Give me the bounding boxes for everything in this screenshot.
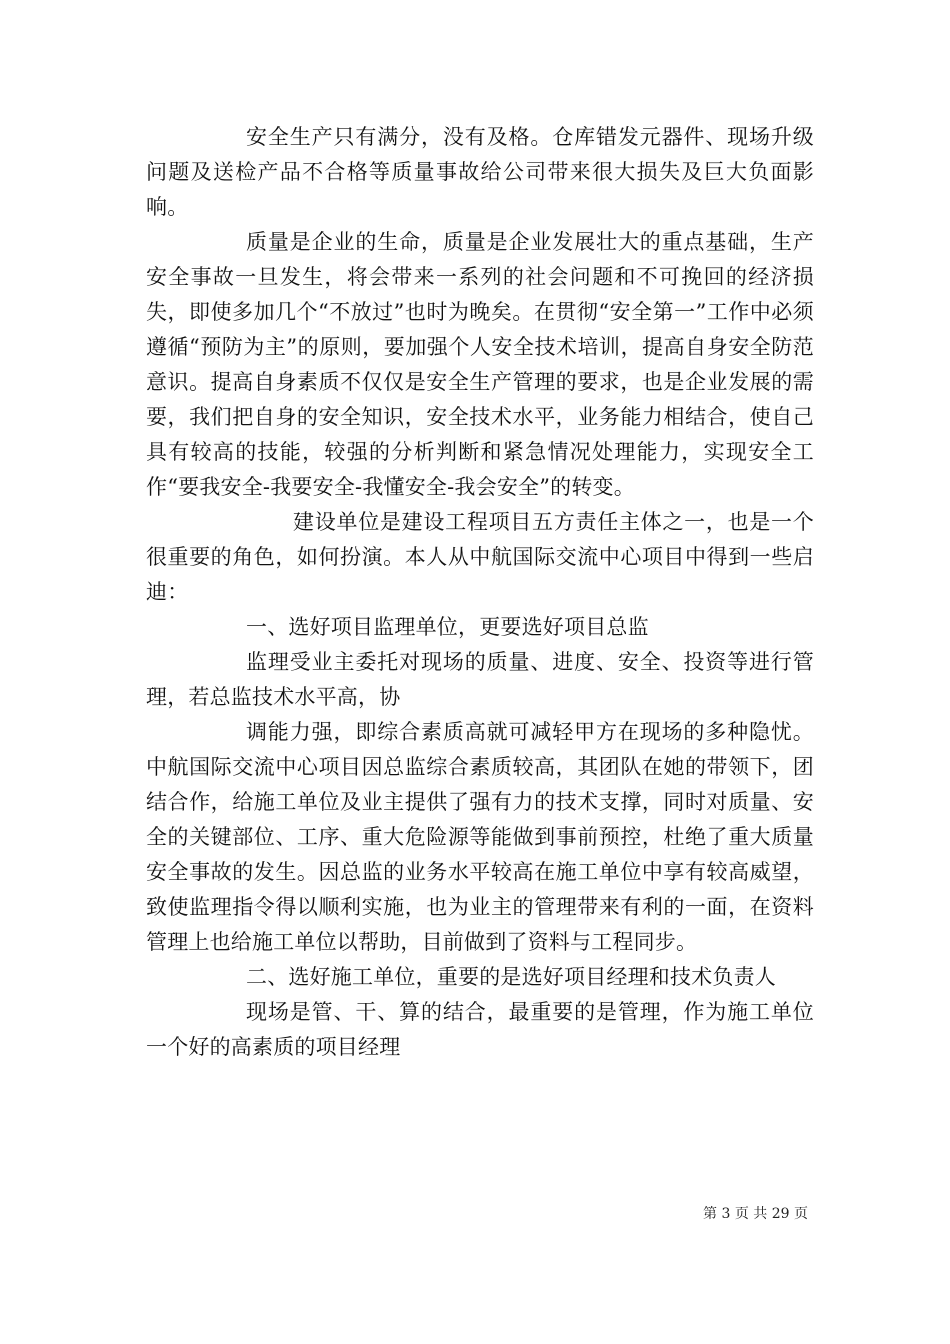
paragraph-quality-life: 质量是企业的生命，质量是企业发展壮大的重点基础，生产安全事故一旦发生，将会带来一系列的社会问题和不可挽回的经济损失，即使多加几个“不放过”也时为晚矣。在贯彻“安全第一”工作中必须遵循“预防为主”的原则，要加强个人安全技术培训，提高自身安全防范意识。提高自身素质不仅仅是安全生产管理的要求，也是企业发展的需要，我们把自身的安全知识，安全技术水平，业务能力相结合，使自己具有较高的技能，较强的分析判断和紧急情况处理能力，实现安全工作“要我安全-我要安全-我懂安全-我会安全”的转变。 xyxy=(146,230,814,499)
paragraph-construction-unit: 建设单位是建设工程项目五方责任主体之一，也是一个很重要的角色，如何扮演。本人从中航国际交流中心项目中得到一些启迪： xyxy=(146,510,814,604)
page-number: 第 3 页 共 29 页 xyxy=(703,1206,808,1222)
paragraph-site-management: 现场是管、干、算的结合，最重要的是管理，作为施工单位一个好的高素质的项目经理 xyxy=(146,1000,814,1059)
document-body xyxy=(146,120,814,1065)
paragraph-safety-production: 安全生产只有满分，没有及格。仓库错发元器件、现场升级问题及送检产品不合格等质量事故给公司带来很大损失及巨大负面影响。 xyxy=(146,125,814,219)
heading-select-supervisor: 一、选好项目监理单位，更要选好项目总监 xyxy=(246,615,649,639)
paragraph-coordination-ability: 调能力强，即综合素质高就可减轻甲方在现场的多种隐忧。中航国际交流中心项目因总监综合素质较高，其团队在她的带领下，团结合作，给施工单位及业主提供了强有力的技术支撑，同时对质量、安全的关键部位、工序、重大危险源等能做到事前预控，杜绝了重大质量安全事故的发生。因总监的业务水平较高在施工单位中享有较高威望，致使监理指令得以顺利实施，也为业主的管理带来有利的一面，在资料管理上也给施工单位以帮助，目前做到了资料与工程同步。 xyxy=(146,720,814,954)
paragraph-supervision-management: 监理受业主委托对现场的质量、进度、安全、投资等进行管理，若总监技术水平高，协 xyxy=(146,650,814,709)
heading-select-contractor: 二、选好施工单位，重要的是选好项目经理和技术负责人 xyxy=(246,965,776,989)
